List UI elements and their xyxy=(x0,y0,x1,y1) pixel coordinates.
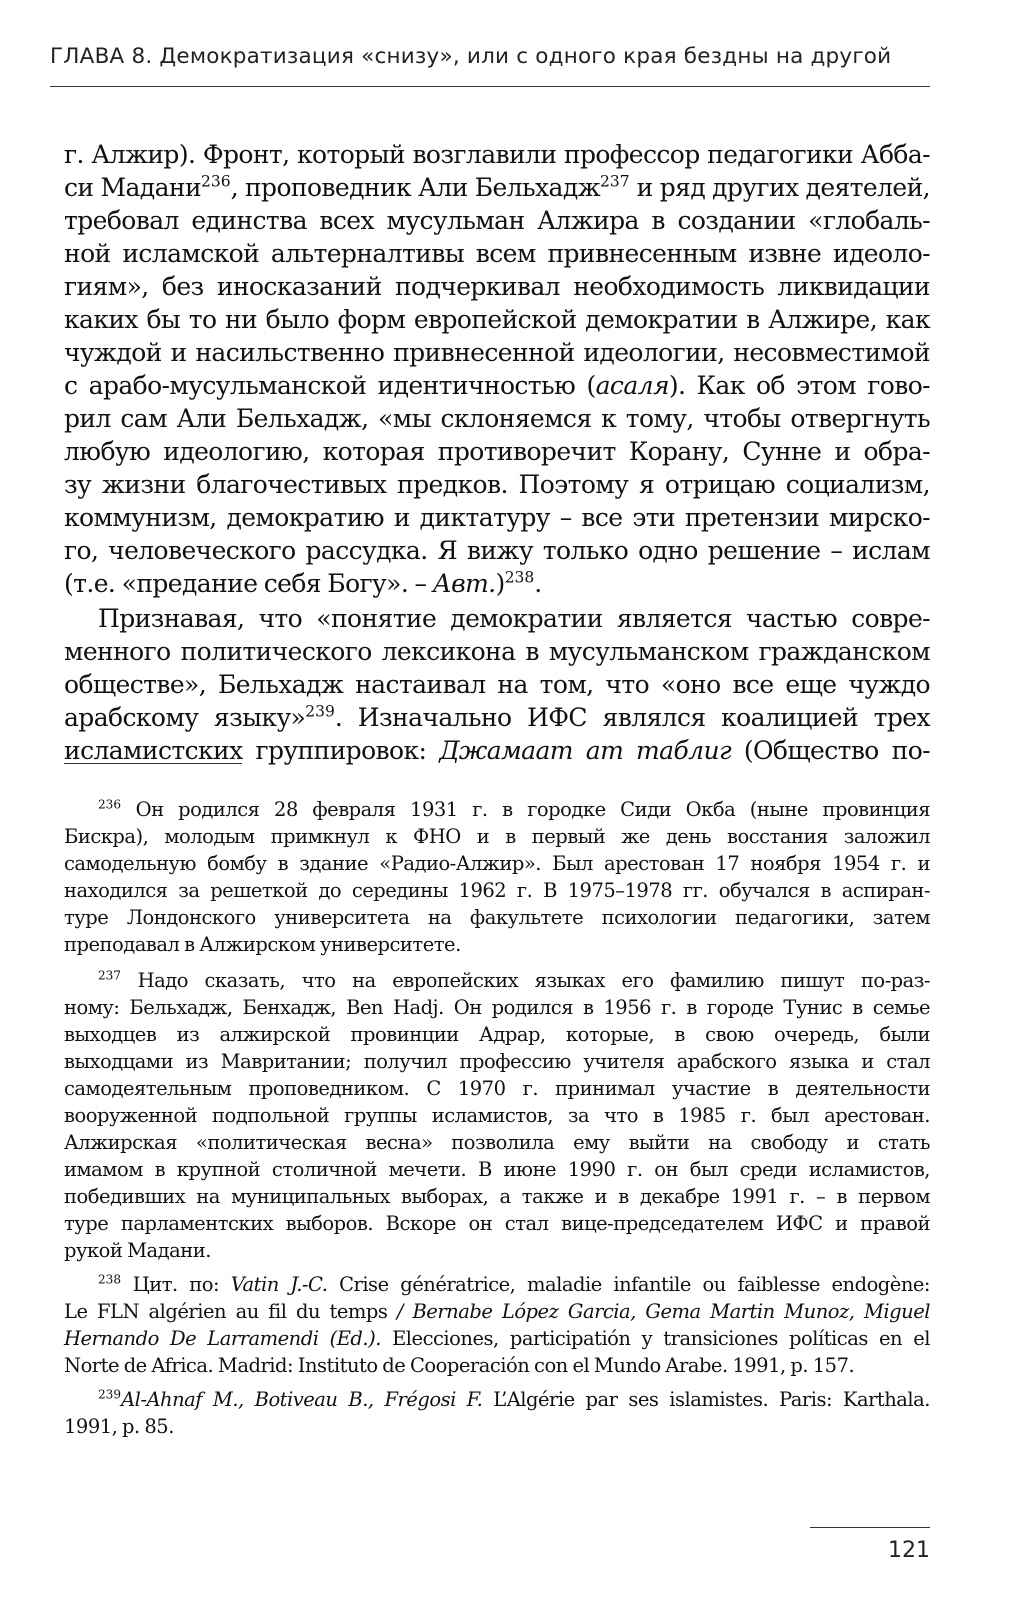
footnote-number: 236 xyxy=(98,797,122,812)
footnote-line: 1991, p. 85. xyxy=(64,1415,174,1438)
text-line: г. Алжир). Фронт, который возглавили профессор педагогики Абба- xyxy=(64,140,930,169)
text-line: арабскому языку»$^{239}$. Изначально ИФС являлся коалицией трех xyxy=(64,702,930,732)
footnote-line: самодеятельным проповедником. С 1970 г. принимал участие в деятельности xyxy=(64,1077,930,1100)
text-line: с арабо-мусульманской идентичностью (асаля). Как об этом гово- xyxy=(64,371,930,400)
footnote-line: вооруженной подпольной группы исламистов, за что в 1985 г. был арестован. xyxy=(64,1104,930,1127)
footnote-line: $^{238}$ Цит. по: Vatin J.-C. Crise génératrice, maladie infantile ou faiblesse endogène: xyxy=(98,1272,931,1296)
footnote-line: находился за решеткой до середины 1962 г. В 1975–1978 гг. обучался в аспиран- xyxy=(64,879,930,902)
text-line: ной исламской альтерналтивы всем привнесенным извне идеоло- xyxy=(64,239,930,268)
text-line: гиям», без иносказаний подчеркивал необходимость ликвидации xyxy=(64,272,930,301)
text-line: обществе», Бельхадж настаивал на том, что «оно все еще чуждо xyxy=(64,670,930,699)
footnote-ref[interactable]: 237 xyxy=(600,172,630,191)
footnote-number: 237 xyxy=(98,968,122,983)
header-rule xyxy=(50,86,930,87)
footnote-line: туре Лондонского университета на факультете психологии педагогики, затем xyxy=(64,906,930,929)
footnote-line: выходцев из алжирской провинции Адрар, которые, в свою очередь, были xyxy=(64,1023,930,1046)
footnote-ref[interactable]: 236 xyxy=(201,172,231,191)
page-number: 121 xyxy=(888,1538,930,1563)
footnote-line: Бискра), молодым примкнул к ФНО и в первый же день восстания заложил xyxy=(64,825,930,848)
footnote-line: имамом в крупной столичной мечети. В июне 1990 г. он был среди исламистов, xyxy=(64,1158,930,1181)
footnote-line: Алжирская «политическая весна» позволила ему выйти на свободу и стать xyxy=(64,1131,930,1154)
text-line: исламистских группировок: Джамаат ат таблиг (Общество по- xyxy=(64,736,931,765)
text-line: рил сам Али Бельхадж, «мы склоняемся к тому, чтобы отвергнуть xyxy=(64,404,930,433)
footnote-line: туре парламентских выборов. Вскоре он стал вице-председателем ИФС и правой xyxy=(64,1212,930,1235)
footnote-line: $^{237}$ Надо сказать, что на европейских языках его фамилию пишут по-раз- xyxy=(98,968,930,992)
footnote-line: ному: Бельхадж, Бенхадж, Ben Hadj. Он родился в 1956 г. в городе Тунис в семье xyxy=(64,996,930,1019)
footnote-line: Le FLN algérien au fil du temps / Bernabe López Garcia, Gema Martin Munoz, Miguel xyxy=(64,1300,930,1323)
footnote-line: $^{236}$ Он родился 28 февраля 1931 г. в городке Сиди Окба (ныне провинция xyxy=(98,797,930,821)
footnote-line: Hernando De Larramendi (Ed.). Elecciones, participatión y transiciones políticas en el xyxy=(64,1327,930,1350)
text-line: (т.е. «предание себя Богу». – Авт.)$^{238}$. xyxy=(64,568,542,598)
text-line: требовал единства всех мусульман Алжира в создании «глобаль- xyxy=(64,206,930,235)
footnote-line: самодельную бомбу в здание «Радио-Алжир». Был арестован 17 ноября 1954 г. и xyxy=(64,852,930,875)
text-line: чуждой и насильственно привнесенной идеологии, несовместимой xyxy=(64,338,930,367)
footnote-line: $^{239}$Al-Ahnaf M., Botiveau B., Frégosi F. L’Algérie par ses islamistes. Paris: Karthala. xyxy=(98,1387,930,1411)
footnote-line: преподавал в Алжирском университете. xyxy=(64,933,461,956)
text-line: каких бы то ни было форм европейской демократии в Алжире, как xyxy=(64,305,930,334)
footnote-ref[interactable]: 238 xyxy=(504,568,535,587)
footnote-line: Norte de Africa. Madrid: Instituto de Cooperación con el Mundo Arabe. 1991, p. 157. xyxy=(64,1354,855,1377)
footnote-number: 238 xyxy=(98,1272,122,1287)
footnote-line: рукой Мадани. xyxy=(64,1239,211,1262)
footnote-line: выходцами из Мавритании; получил профессию учителя арабского языка и стал xyxy=(64,1050,930,1073)
text-line: менного политического лексикона в мусульманском гражданском xyxy=(64,637,930,666)
text-line: Признавая, что «понятие демократии является частью совре- xyxy=(98,604,930,633)
page-number-rule xyxy=(810,1527,930,1528)
footnote-line: победивших на муниципальных выборах, а также и в декабре 1991 г. – в первом xyxy=(64,1185,930,1208)
text-line: любую идеологию, которая противоречит Корану, Сунне и обра- xyxy=(64,437,930,466)
footnote-ref[interactable]: 239 xyxy=(305,702,335,721)
footnote-rule xyxy=(64,763,242,764)
text-line: зу жизни благочестивых предков. Поэтому я отрицаю социализм, xyxy=(64,470,930,499)
text-line: си Мадани$^{236}$, проповедник Али Бельхадж$^{237}$ и ряд других деятелей, xyxy=(64,172,930,202)
running-header: ГЛАВА 8. Демократизация «снизу», или с одного края бездны на другой xyxy=(50,44,892,69)
text-line: го, человеческого рассудка. Я вижу только одно решение – ислам xyxy=(64,536,930,565)
footnote-number: 239 xyxy=(98,1387,122,1402)
text-line: коммунизм, демократию и диктатуру – все эти претензии мирско- xyxy=(64,503,930,532)
